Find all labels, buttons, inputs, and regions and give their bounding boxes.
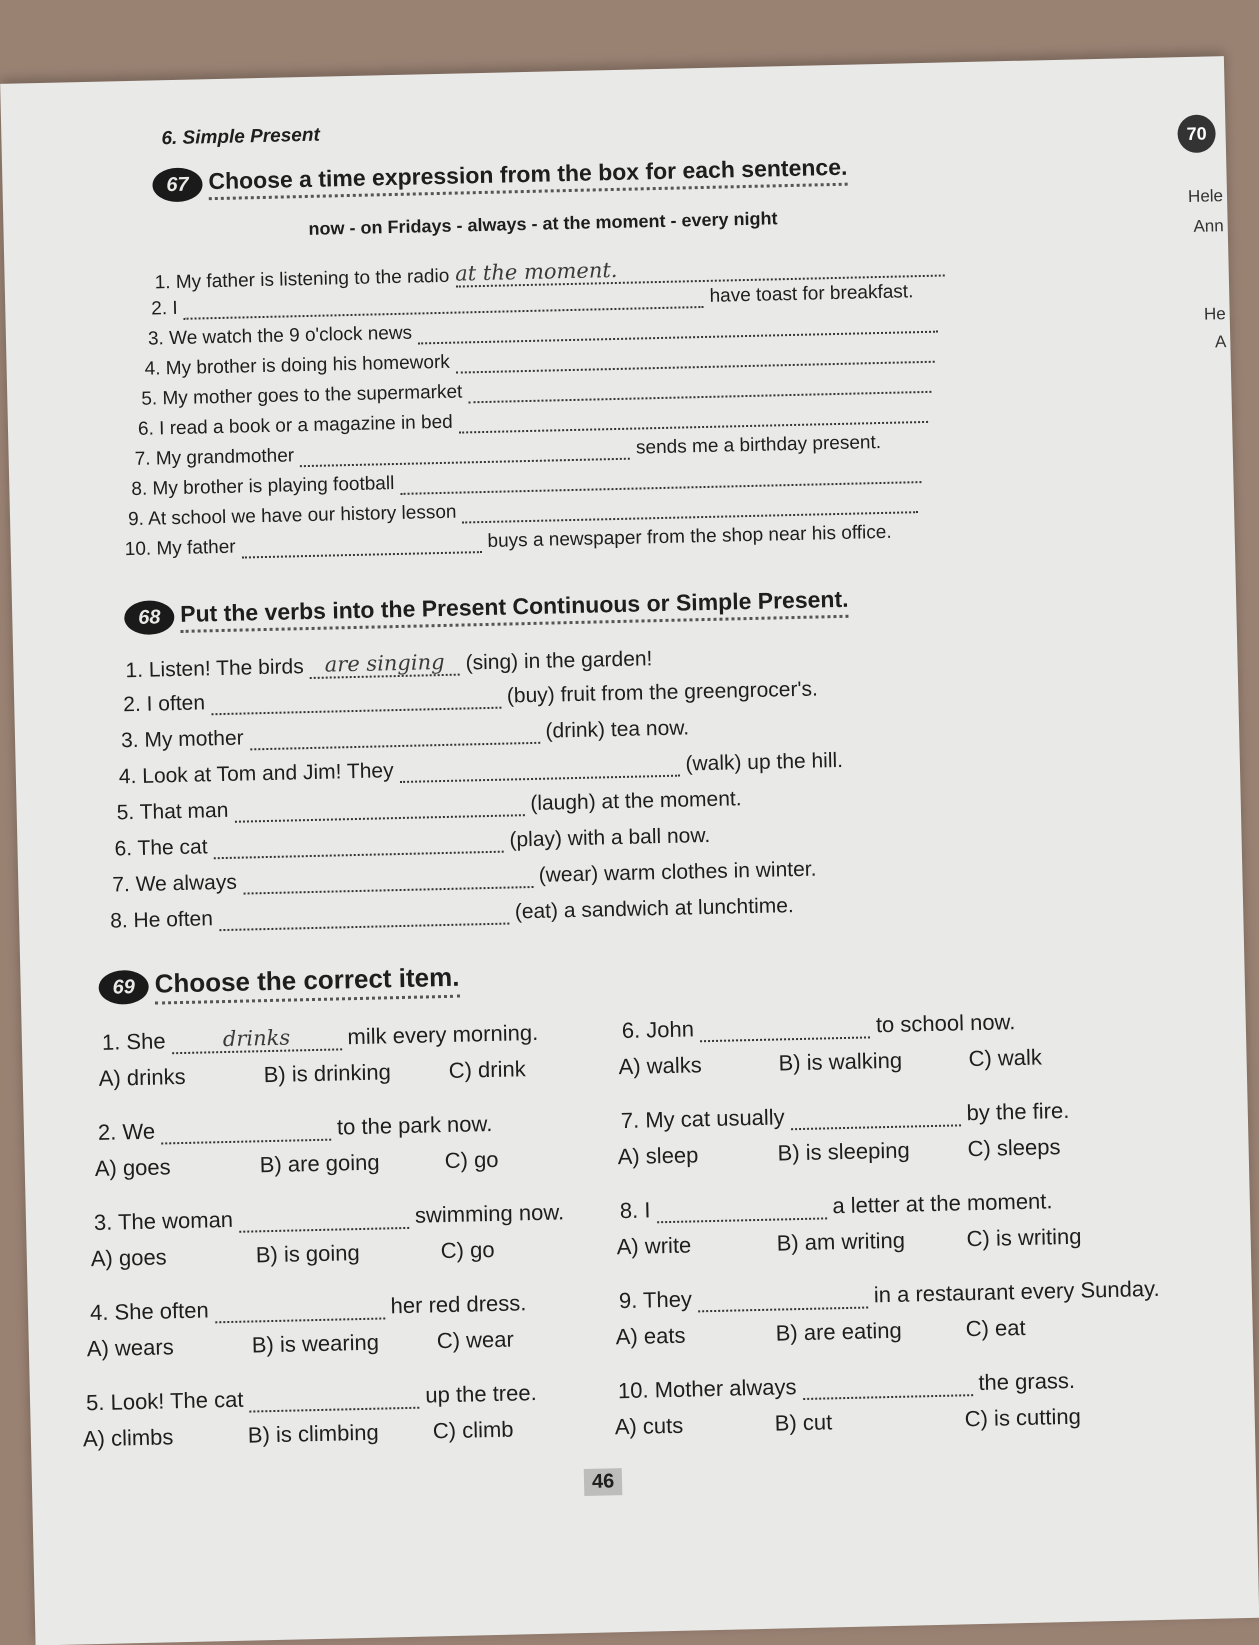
time-expression-box: now - on Fridays - always - at the moment - every night [308, 208, 778, 239]
side-page-number: 70 [1177, 114, 1216, 153]
ex68-item-prompt: 6. The cat [114, 835, 208, 861]
ex69-question-prompt: 5. Look! The cat [85, 1386, 244, 1416]
ex68-item-suffix: (laugh) at the moment. [530, 787, 742, 816]
ex68-item-prompt: 5. That man [116, 798, 229, 825]
ex69-answer-blank[interactable] [161, 1139, 331, 1145]
ex69-question-suffix: swimming now. [414, 1199, 565, 1228]
ex69-option-b[interactable]: B) am writing [776, 1227, 906, 1256]
ex69-options [83, 1416, 553, 1453]
ex68-item-suffix: (drink) tea now. [545, 716, 690, 743]
ex69-question-prompt: 6. John [621, 1016, 695, 1044]
ex69-option-a[interactable]: A) eats [615, 1322, 686, 1350]
ex69-options [98, 1055, 568, 1092]
ex69-answer-blank[interactable] [698, 1307, 868, 1313]
exercise-69-list [0, 56, 1224, 84]
ex67-item-prompt: 9. At school we have our history lesson [127, 501, 457, 531]
ex68-item-suffix: (buy) fruit from the greengrocer's. [506, 677, 819, 708]
unit-title: 6. Simple Present [161, 124, 321, 150]
ex69-option-a[interactable]: A) goes [94, 1154, 171, 1182]
ex69-option-b[interactable]: B) is sleeping [777, 1137, 910, 1166]
side-text-3: He [1203, 304, 1226, 324]
ex69-option-b[interactable]: B) are eating [775, 1317, 902, 1346]
ex69-options [617, 1133, 1127, 1171]
ex68-answer-blank[interactable] [219, 923, 509, 932]
ex69-options [91, 1235, 561, 1272]
ex69-option-c[interactable]: C) eat [965, 1314, 1026, 1342]
ex67-item-suffix: sends me a birthday present. [635, 431, 882, 459]
ex69-option-c[interactable]: C) go [440, 1236, 495, 1264]
ex67-answer-blank[interactable] [463, 511, 918, 523]
ex68-item-suffix: (sing) in the garden! [465, 647, 653, 675]
ex68-item-prompt: 1. Listen! The birds [125, 655, 304, 683]
exercise-69-number: 69 [98, 970, 149, 1005]
ex68-answer-blank[interactable] [211, 707, 501, 716]
ex68-answer-blank[interactable] [214, 851, 504, 860]
ex69-question [618, 1368, 1076, 1404]
ex69-options [616, 1223, 1126, 1261]
ex67-item-prompt: 4. My brother is doing his homework [144, 351, 451, 380]
ex69-answer-blank[interactable] [791, 1124, 961, 1130]
ex67-answer-blank[interactable]: at the moment. [455, 251, 945, 288]
ex69-answer-blank[interactable] [700, 1036, 870, 1042]
ex67-answer-blank[interactable] [300, 458, 630, 467]
ex68-item-prompt: 8. He often [109, 907, 214, 933]
ex68-answer-blank[interactable] [250, 742, 540, 751]
ex69-question-prompt: 3. The woman [93, 1206, 234, 1236]
exercise-68-number: 68 [124, 600, 175, 635]
ex69-options [618, 1043, 1128, 1081]
ex69-option-b[interactable]: B) is climbing [247, 1419, 379, 1448]
ex69-question-prompt: 10. Mother always [617, 1374, 797, 1404]
ex69-option-b[interactable]: B) is walking [778, 1047, 903, 1076]
ex69-answer-blank[interactable] [250, 1407, 420, 1413]
ex69-question-prompt: 4. She often [89, 1297, 209, 1326]
ex69-question-prompt: 9. They [618, 1286, 693, 1314]
exercise-68-heading [124, 585, 849, 635]
ex67-item-prompt: 1. My father is listening to the radio [154, 265, 450, 294]
exercise-67-title: Choose a time expression from the box for each sentence. [208, 154, 848, 200]
ex69-options [87, 1326, 557, 1363]
ex69-option-a[interactable]: A) wears [86, 1334, 174, 1362]
ex68-item-prompt: 3. My mother [120, 726, 244, 753]
ex68-item [114, 824, 710, 862]
ex68-item-suffix: (play) with a ball now. [509, 823, 711, 852]
ex69-question [621, 1098, 1070, 1134]
ex69-option-b[interactable]: B) is wearing [251, 1329, 380, 1358]
exercise-67-number: 67 [152, 167, 203, 202]
ex67-item-suffix: buys a newspaper from the shop near his office. [487, 521, 892, 552]
ex69-option-c[interactable]: C) climb [432, 1416, 514, 1444]
ex69-option-b[interactable]: B) are going [259, 1149, 380, 1178]
ex69-answer-blank[interactable] [803, 1394, 973, 1400]
ex69-option-c[interactable]: C) is writing [966, 1223, 1082, 1252]
ex68-answer-blank[interactable] [400, 775, 680, 783]
ex67-item-prompt: 10. My father [124, 536, 236, 561]
ex69-option-c[interactable]: C) is cutting [964, 1403, 1082, 1432]
ex69-option-a[interactable]: A) climbs [82, 1424, 174, 1452]
ex69-options [614, 1403, 1124, 1441]
ex68-item [119, 749, 844, 789]
ex69-options [95, 1145, 565, 1182]
ex69-option-a[interactable]: A) walks [618, 1052, 702, 1080]
ex69-option-c[interactable]: C) sleeps [967, 1134, 1061, 1162]
ex69-question [620, 1188, 1053, 1224]
ex67-item-prompt: 5. My mother goes to the supermarket [141, 381, 463, 410]
ex69-option-c[interactable]: C) wear [436, 1326, 515, 1354]
side-text-1: Hele [1187, 186, 1224, 206]
ex69-question-suffix: the grass. [978, 1367, 1076, 1396]
side-text-4: A [1214, 332, 1227, 352]
ex68-item-prompt: 4. Look at Tom and Jim! They [118, 759, 394, 789]
ex69-option-b[interactable]: B) is going [255, 1240, 361, 1268]
ex69-question [622, 1009, 1016, 1044]
ex69-question [98, 1111, 493, 1146]
exercise-67-list [0, 56, 1224, 84]
ex68-item-prompt: 2. I often [123, 691, 206, 717]
ex69-answer-blank[interactable] [657, 1217, 827, 1223]
ex68-item [110, 894, 794, 934]
ex67-item-prompt: 6. I read a book or a magazine in bed [137, 411, 453, 440]
ex67-answer-blank[interactable] [242, 551, 482, 558]
ex69-option-b[interactable]: B) is drinking [263, 1059, 392, 1088]
ex69-answer-blank[interactable]: drinks [171, 1024, 342, 1054]
ex69-question-prompt: 8. I [619, 1197, 651, 1224]
exercise-68-list [0, 56, 1224, 84]
ex69-question-suffix: to school now. [875, 1009, 1016, 1038]
ex69-question-suffix: a letter at the moment. [832, 1188, 1053, 1219]
ex69-question-prompt: 1. She [101, 1028, 166, 1055]
exercise-68-title: Put the verbs into the Present Continuous or Simple Present. [180, 586, 849, 633]
exercise-67-heading [152, 153, 848, 203]
ex67-item-prompt: 2. I [151, 297, 178, 320]
ex69-option-b[interactable]: B) cut [774, 1409, 833, 1436]
ex68-item [123, 677, 818, 717]
page-number: 46 [584, 1468, 623, 1496]
ex68-answer-blank[interactable] [243, 886, 533, 895]
exercise-69-title: Choose the correct item. [154, 962, 460, 1005]
ex69-answer-blank[interactable] [215, 1317, 385, 1323]
ex69-question-prompt: 7. My cat usually [620, 1104, 785, 1134]
ex69-question [94, 1199, 565, 1236]
ex67-item-prompt: 3. We watch the 9 o'clock news [147, 322, 413, 350]
ex69-answer-blank[interactable] [239, 1227, 409, 1233]
ex69-option-a[interactable]: A) sleep [617, 1142, 699, 1170]
ex68-item-suffix: (wear) warm clothes in winter. [538, 857, 817, 887]
ex67-item-suffix: have toast for breakfast. [709, 281, 914, 307]
ex69-question [102, 1020, 539, 1056]
ex69-question-suffix: her red dress. [390, 1290, 527, 1319]
ex68-item [121, 716, 690, 753]
ex68-item [112, 858, 817, 898]
ex69-option-c[interactable]: C) go [444, 1146, 499, 1174]
ex69-options [615, 1313, 1125, 1351]
ex67-item-prompt: 7. My grandmother [134, 445, 295, 470]
ex69-question-suffix: up the tree. [425, 1380, 537, 1408]
exercise-69-heading [98, 962, 460, 1006]
ex69-question-prompt: 2. We [97, 1118, 156, 1145]
ex68-answer-blank[interactable]: are singing [309, 650, 460, 679]
ex67-item-prompt: 8. My brother is playing football [131, 473, 395, 501]
ex69-question [619, 1276, 1160, 1314]
ex69-option-c[interactable]: C) drink [448, 1056, 526, 1083]
ex68-item-suffix: (walk) up the hill. [685, 748, 844, 776]
ex68-item-prompt: 7. We always [112, 870, 238, 897]
ex69-option-a[interactable]: A) write [616, 1232, 692, 1260]
ex68-item [116, 787, 741, 825]
ex68-item-suffix: (eat) a sandwich at lunchtime. [514, 894, 794, 924]
ex69-question [86, 1380, 537, 1416]
workbook-page [0, 56, 1259, 1645]
ex69-question-suffix: by the fire. [966, 1097, 1070, 1126]
ex69-question [90, 1290, 527, 1326]
ex69-option-c[interactable]: C) walk [968, 1044, 1043, 1072]
ex69-question-suffix: in a restaurant every Sunday. [873, 1275, 1160, 1308]
side-text-2: Ann [1193, 216, 1224, 236]
ex69-option-a[interactable]: A) goes [90, 1244, 167, 1272]
ex69-option-a[interactable]: A) drinks [98, 1063, 186, 1091]
ex68-answer-blank[interactable] [235, 814, 525, 823]
ex69-question-suffix: to the park now. [336, 1110, 493, 1140]
ex69-option-a[interactable]: A) cuts [614, 1412, 684, 1440]
ex68-item [125, 645, 652, 683]
ex69-question-suffix: milk every morning. [347, 1019, 539, 1050]
